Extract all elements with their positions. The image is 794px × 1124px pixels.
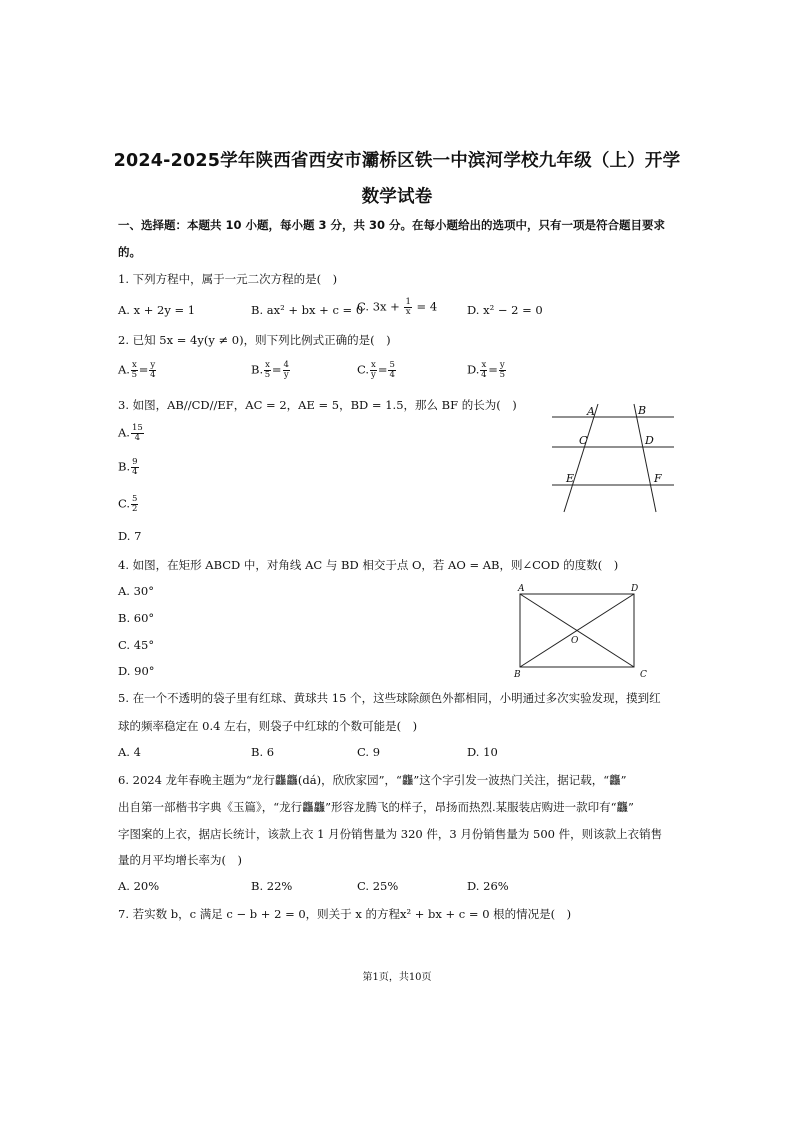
q4-option-b: B. 60°	[118, 611, 155, 625]
transversal-ace	[564, 404, 598, 512]
q5-option-c: C. 9	[357, 745, 381, 759]
q2-option-c: C. $\frac{x}{y}$ = $\frac{5}{4}$	[357, 360, 395, 380]
q4-option-d: D. 90°	[118, 664, 155, 678]
q4-option-c: C. 45°	[118, 638, 155, 652]
q3-option-a: A. $\frac{15}{4}$	[118, 423, 143, 443]
q2-option-b: B. $\frac{x}{5}$ = $\frac{4}{y}$	[251, 360, 289, 380]
q6-option-c: C. 25%	[357, 879, 399, 893]
q1-option-c	[357, 298, 437, 317]
label-d: D	[645, 434, 654, 447]
label-c: C	[640, 670, 647, 680]
question-6-line3: 字图案的上衣，据店长统计，该款上衣 1 月份销售量为 320 件，3 月份销售量为 500 件，则该款上衣销售	[118, 827, 663, 841]
question-6-line1: 6. 2024 龙年春晚主题为“龙行龘龘(dá)，欣欣家园”，“龘”这个字引发一波热门关注，据记载，“龘”	[118, 773, 627, 787]
question-3-stem: 3. 如图，AB//CD//EF，AC = 2，AE = 5，BD = 1.5，那么 BF 的长为( )	[118, 398, 517, 412]
exam-title-line2: 数学试卷	[361, 187, 433, 207]
q3-parallel-lines-figure	[548, 400, 678, 518]
question-4-stem: 4. 如图，在矩形 ABCD 中，对角线 AC 与 BD 相交于点 O，若 AO = AB，则∠COD 的度数( )	[118, 558, 619, 572]
page-footer: 第1页，共10页	[362, 972, 432, 983]
label-a: A	[518, 584, 525, 594]
q5-option-a: A. 4	[118, 745, 141, 759]
q5-option-d: D. 10	[467, 745, 498, 759]
question-7-stem: 7. 若实数 b，c 满足 c − b + 2 = 0，则关于 x 的方程x² + bx + c = 0 根的情况是( )	[118, 907, 572, 921]
label-c: C	[579, 434, 588, 447]
label-b: B	[638, 404, 647, 417]
q1-option-d: D. x² − 2 = 0	[467, 303, 543, 317]
label-e: E	[566, 472, 575, 485]
label-f: F	[654, 472, 662, 485]
q6-option-d: D. 26%	[467, 879, 509, 893]
question-2-stem: 2. 已知 5x = 4y(y ≠ 0)，则下列比例式正确的是( )	[118, 333, 391, 347]
section-heading: 一、选择题：本题共 10 小题，每小题 3 分，共 30 分。在每小题给出的选项中，只有一项是符合题目要求	[118, 218, 666, 232]
q1-c-fraction: $\frac{1}{x}$	[405, 297, 411, 317]
question-1-stem: 1. 下列方程中，属于一元二次方程的是( )	[118, 272, 338, 286]
question-6-line4: 量的月平均增长率为( )	[118, 853, 242, 867]
label-d: D	[631, 584, 639, 594]
q3-option-c: C. $\frac{5}{2}$	[118, 494, 138, 514]
question-5-line1: 5. 在一个不透明的袋子里有红球、黄球共 15 个，这些球除颜色外都相同，小明通过多次实验发现，摸到红	[118, 691, 661, 705]
label-b: B	[514, 670, 521, 680]
q6-option-b: B. 22%	[251, 879, 293, 893]
q5-option-b: B. 6	[251, 745, 275, 759]
question-5-line2: 球的频率稳定在 0.4 左右，则袋子中红球的个数可能是( )	[118, 719, 418, 733]
section-heading-cont: 的。	[118, 245, 141, 259]
q1-c-post: = 4	[412, 299, 438, 314]
transversal-bdf	[634, 404, 656, 512]
label-a: A	[587, 405, 595, 418]
q3-option-d: D. 7	[118, 529, 142, 543]
q1-option-a: A. x + 2y = 1	[118, 303, 196, 317]
q6-option-a: A. 20%	[118, 879, 160, 893]
q4-rectangle-figure	[510, 582, 650, 680]
exam-title-line1: 2024-2025学年陕西省西安市灞桥区铁一中滨河学校九年级（上）开学	[113, 151, 681, 171]
label-o: O	[571, 636, 579, 646]
question-6-line2: 出自第一部楷书字典《玉篇》，“龙行龘龘”形容龙腾飞的样子，昂扬而热烈.某服装店购进一款印有“龘”	[118, 800, 634, 814]
q2-option-d: D. $\frac{x}{4}$ = $\frac{y}{5}$	[467, 360, 506, 380]
q3-option-b: B. $\frac{9}{4}$	[118, 457, 138, 477]
q4-option-a: A. 30°	[118, 584, 154, 598]
q1-c-pre: C. 3x +	[357, 299, 404, 314]
q1-option-b: B. ax² + bx + c = 0	[251, 303, 364, 317]
q2-option-a: A. $\frac{x}{5}$ = $\frac{y}{4}$	[118, 360, 156, 380]
